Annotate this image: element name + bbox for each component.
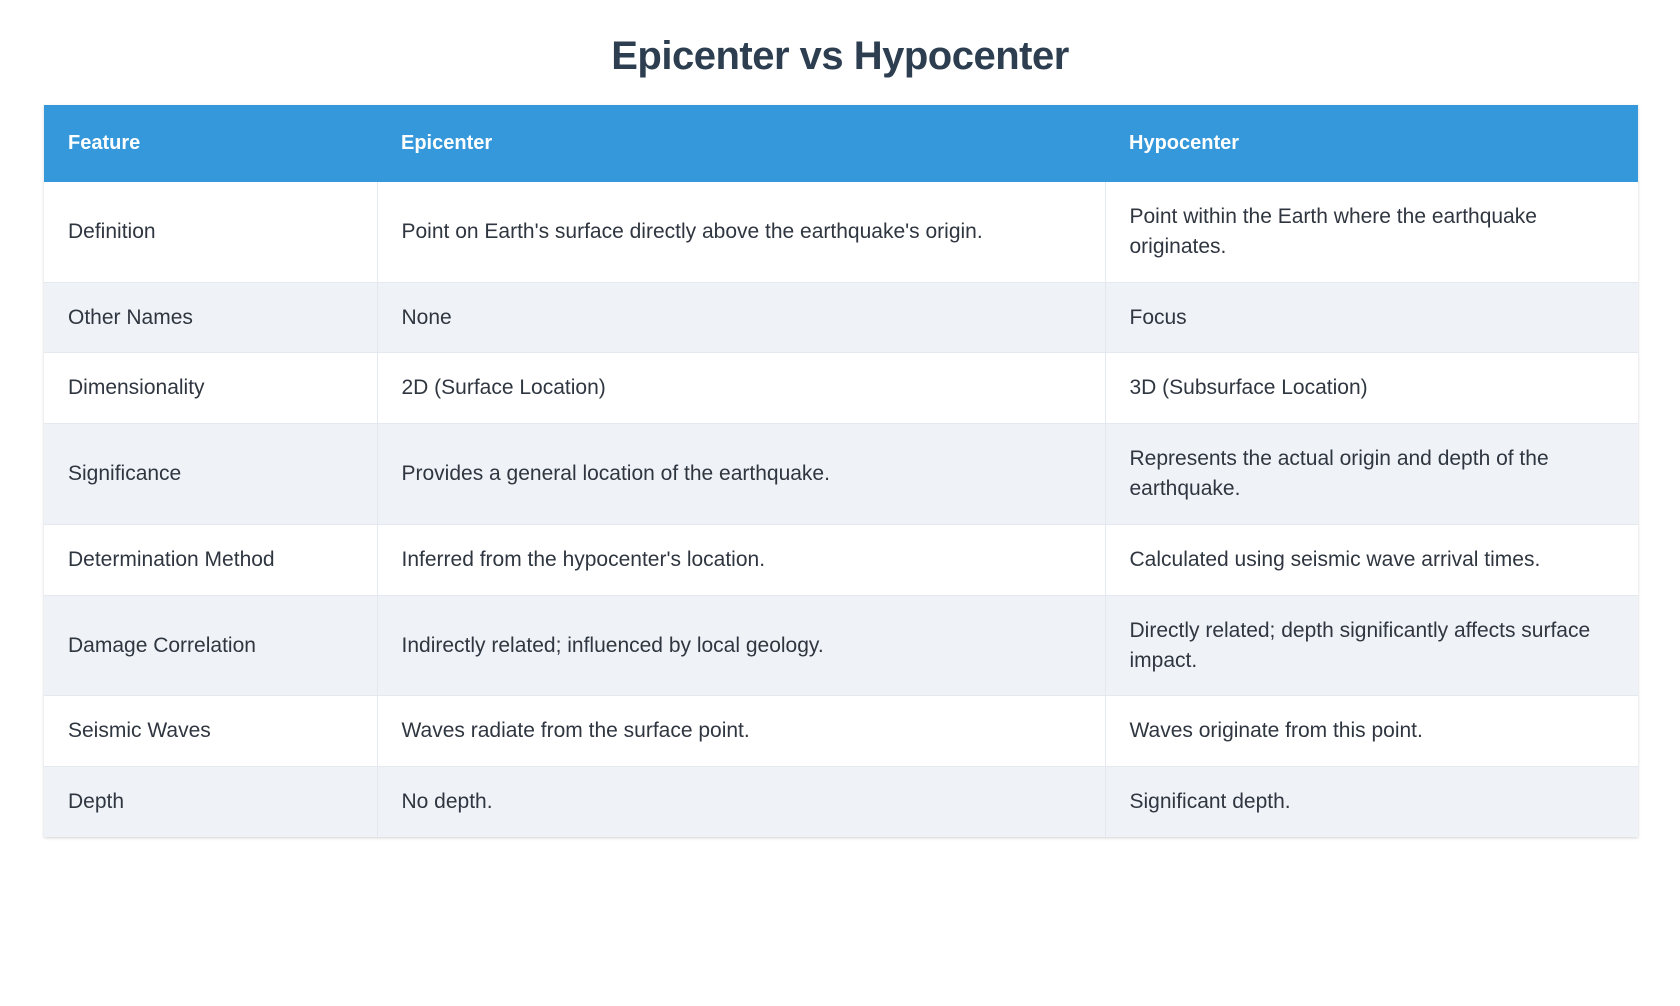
cell-feature: Damage Correlation	[44, 595, 377, 696]
cell-hypocenter: Directly related; depth significantly affects surface impact.	[1105, 595, 1638, 696]
table-row	[44, 696, 1638, 767]
cell-epicenter: Provides a general location of the earthquake.	[377, 424, 1105, 525]
comparison-table	[44, 105, 1638, 837]
cell-feature: Seismic Waves	[44, 696, 377, 767]
table-row	[44, 767, 1638, 837]
cell-epicenter: 2D (Surface Location)	[377, 353, 1105, 424]
cell-hypocenter: Represents the actual origin and depth of the earthquake.	[1105, 424, 1638, 525]
column-header-epicenter: Epicenter	[377, 105, 1105, 182]
table-row	[44, 182, 1638, 282]
table-row	[44, 524, 1638, 595]
cell-epicenter: None	[377, 282, 1105, 353]
cell-feature: Depth	[44, 767, 377, 837]
cell-epicenter: Inferred from the hypocenter's location.	[377, 524, 1105, 595]
cell-feature: Significance	[44, 424, 377, 525]
cell-feature: Other Names	[44, 282, 377, 353]
cell-epicenter: Point on Earth's surface directly above the earthquake's origin.	[377, 182, 1105, 282]
table-row	[44, 595, 1638, 696]
cell-hypocenter: Point within the Earth where the earthquake originates.	[1105, 182, 1638, 282]
table-header-row	[44, 105, 1638, 182]
cell-feature: Determination Method	[44, 524, 377, 595]
table-body	[44, 182, 1638, 837]
cell-hypocenter: Focus	[1105, 282, 1638, 353]
cell-hypocenter: Waves originate from this point.	[1105, 696, 1638, 767]
column-header-feature: Feature	[44, 105, 377, 182]
cell-feature: Definition	[44, 182, 377, 282]
cell-hypocenter: 3D (Subsurface Location)	[1105, 353, 1638, 424]
table-row	[44, 282, 1638, 353]
cell-feature: Dimensionality	[44, 353, 377, 424]
cell-epicenter: Waves radiate from the surface point.	[377, 696, 1105, 767]
page-title: Epicenter vs Hypocenter	[611, 34, 1069, 78]
table-header	[44, 105, 1638, 182]
table-row	[44, 424, 1638, 525]
table-row	[44, 353, 1638, 424]
column-header-hypocenter: Hypocenter	[1105, 105, 1638, 182]
cell-epicenter: No depth.	[377, 767, 1105, 837]
comparison-table-container	[44, 105, 1638, 837]
cell-hypocenter: Calculated using seismic wave arrival times.	[1105, 524, 1638, 595]
cell-epicenter: Indirectly related; influenced by local geology.	[377, 595, 1105, 696]
cell-hypocenter: Significant depth.	[1105, 767, 1638, 837]
